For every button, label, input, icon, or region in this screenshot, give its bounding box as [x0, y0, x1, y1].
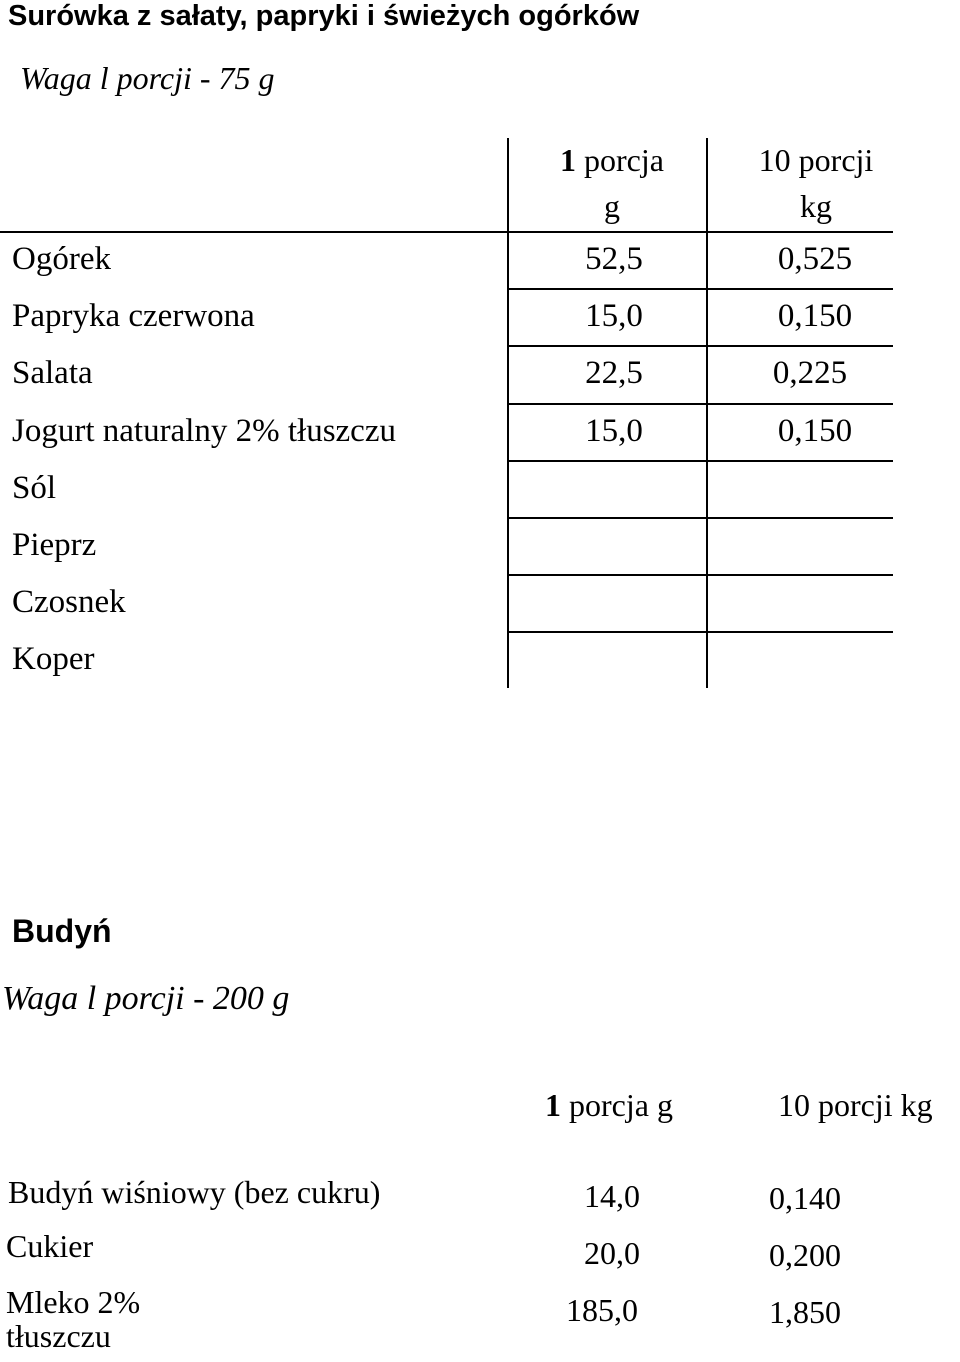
- amount-per-portion: 20,0: [584, 1235, 640, 1271]
- table-rule: [508, 460, 893, 462]
- amount-per-portion: 22,5: [585, 355, 643, 391]
- amount-per-portion: 52,5: [585, 241, 643, 277]
- ingredient-name: Salata: [12, 355, 93, 391]
- column-header-per-ten: 10 porcji kg: [778, 1087, 933, 1123]
- ingredient-name: Mleko 2%: [6, 1284, 141, 1320]
- column-unit-per-ten: kg: [800, 188, 832, 224]
- amount-per-ten: 0,225: [772, 355, 848, 391]
- ingredient-name: Sól: [12, 470, 57, 506]
- ingredient-name: Pieprz: [12, 527, 97, 563]
- portion-weight: Waga l porcji - 200 g: [2, 980, 290, 1017]
- ingredient-name: Czosnek: [12, 584, 126, 620]
- amount-per-portion: 15,0: [585, 413, 643, 449]
- portion-count: 1: [560, 142, 577, 178]
- ingredient-name: Papryka czerwona: [12, 298, 255, 334]
- portion-count: 1: [545, 1087, 561, 1123]
- ingredient-name: Koper: [12, 641, 95, 677]
- ingredient-name-continued: tłuszczu: [6, 1318, 111, 1354]
- ingredient-name: Cukier: [6, 1228, 94, 1264]
- column-header-per-ten: 10 porcji: [758, 142, 874, 178]
- portion-label: porcja: [584, 142, 664, 178]
- table-rule: [508, 517, 893, 519]
- amount-per-ten: 1,850: [769, 1294, 841, 1330]
- amount-per-ten: 0,200: [769, 1237, 841, 1273]
- amount-per-portion: 15,0: [585, 298, 643, 334]
- column-unit-per-portion: g: [604, 188, 620, 224]
- table-rule: [508, 288, 893, 290]
- ingredient-name: Ogórek: [12, 241, 111, 277]
- amount-per-portion: 14,0: [584, 1178, 640, 1214]
- column-header-per-portion: [512, 142, 712, 179]
- amount-per-ten: 0,525: [777, 241, 853, 277]
- table-divider: [507, 138, 509, 688]
- amount-per-portion: 185,0: [566, 1292, 638, 1328]
- table-rule: [508, 631, 893, 633]
- recipe-title: Budyń: [12, 913, 112, 949]
- table-rule: [508, 574, 893, 576]
- table-rule: [0, 231, 893, 233]
- column-header-per-portion: [545, 1087, 673, 1124]
- ingredient-name: Budyń wiśniowy (bez cukru): [8, 1174, 381, 1210]
- portion-label: porcja g: [569, 1087, 673, 1123]
- amount-per-ten: 0,150: [777, 413, 853, 449]
- amount-per-ten: 0,150: [777, 298, 853, 334]
- table-rule: [508, 403, 893, 405]
- recipe-title: Surówka z sałaty, papryki i świeżych ogórków: [8, 0, 640, 32]
- portion-weight: Waga l porcji - 75 g: [20, 60, 275, 96]
- amount-per-ten: 0,140: [769, 1180, 841, 1216]
- ingredient-name: Jogurt naturalny 2% tłuszczu: [12, 413, 396, 449]
- table-rule: [508, 345, 893, 347]
